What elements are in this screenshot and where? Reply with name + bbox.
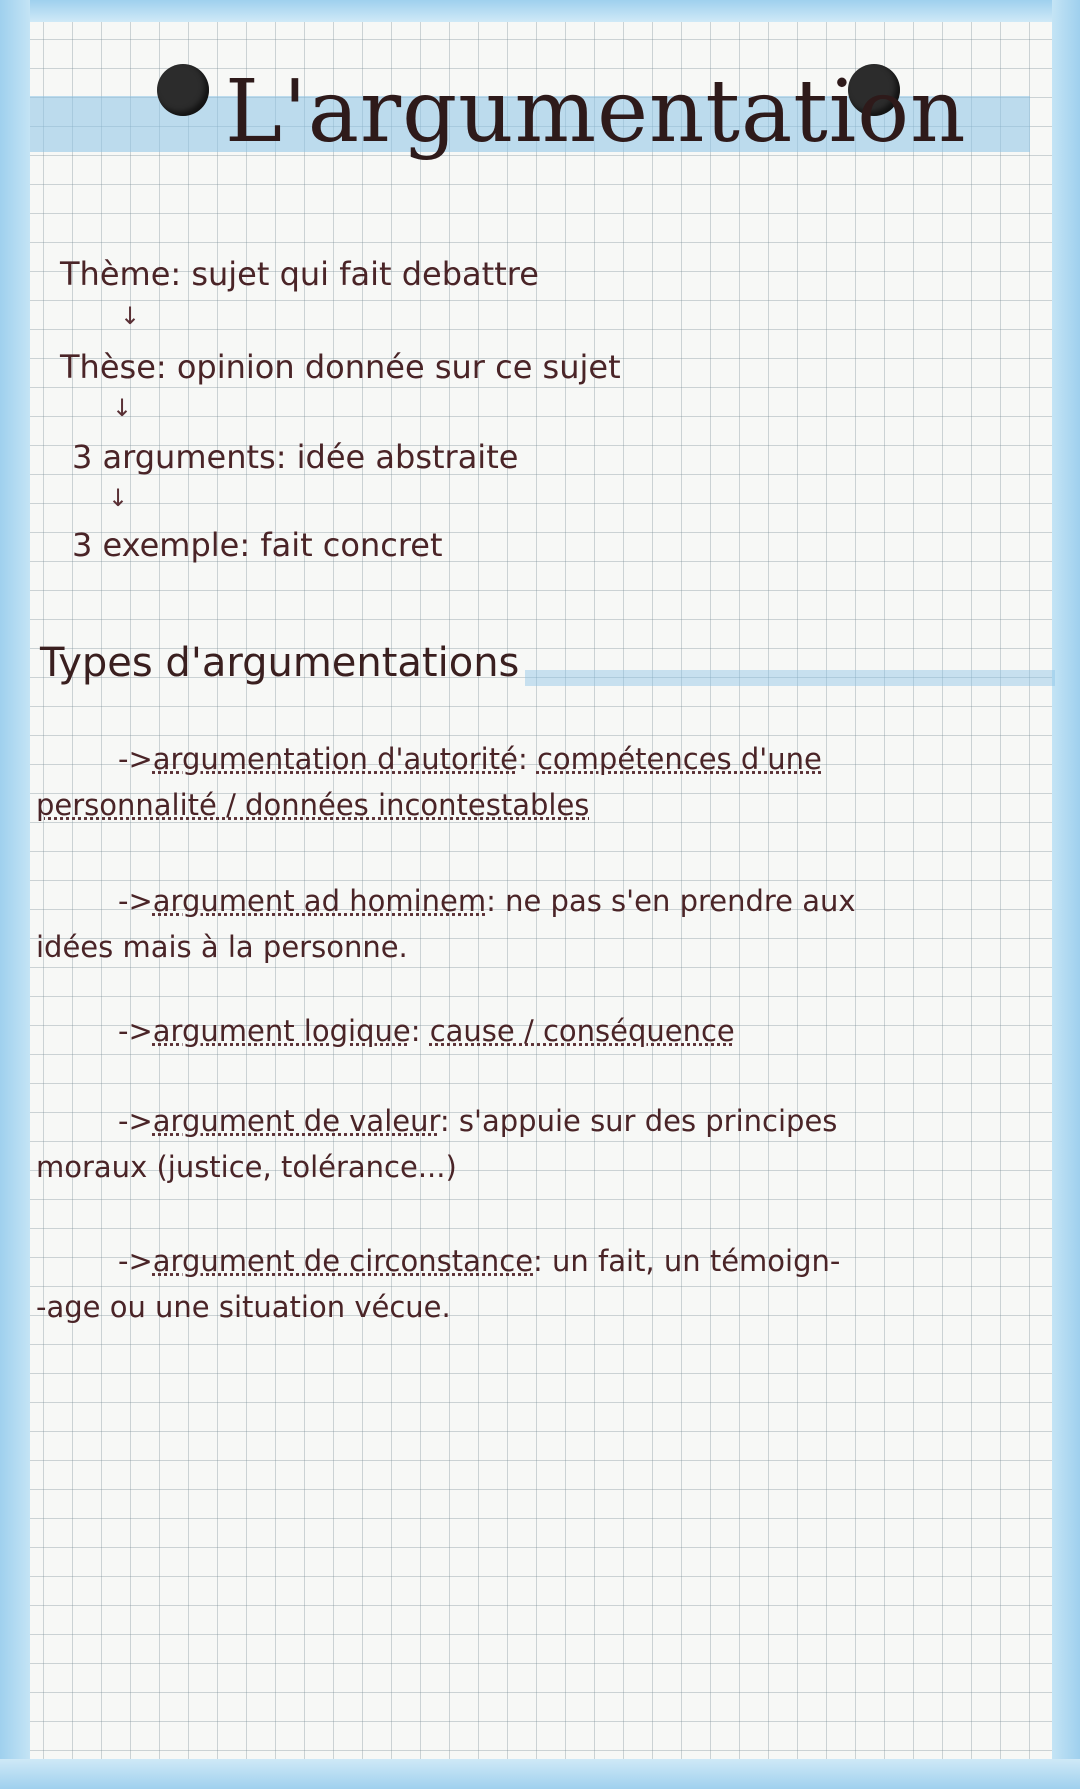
argument-type-description: s'appuie sur des principes: [458, 1104, 838, 1138]
argument-type-continuation: idées mais à la personne.: [36, 930, 408, 964]
structure-definition: fait concret: [260, 526, 443, 564]
argument-type-separator: :: [533, 1244, 543, 1278]
structure-separator: :: [155, 348, 167, 386]
argument-type-name: argument logique: [152, 1014, 411, 1048]
argument-type-name: argument ad hominem: [152, 884, 487, 918]
down-arrow-icon: ↓: [112, 394, 133, 422]
argument-type-description: un fait, un témoign-: [552, 1244, 841, 1278]
structure-definition: sujet qui fait debattre: [191, 255, 539, 293]
argument-type-separator: :: [439, 1104, 450, 1138]
punch-hole-left: [157, 64, 209, 116]
structure-item: [60, 255, 539, 293]
arrow-prefix: ->: [118, 742, 153, 776]
paper-edge-top: [0, 0, 1080, 22]
structure-item: [60, 348, 621, 386]
paper-edge-left: [0, 0, 30, 1789]
structure-term: Thème: [60, 255, 171, 293]
down-arrow-icon: ↓: [108, 484, 129, 512]
argument-type-separator: :: [517, 742, 528, 776]
down-arrow-icon: ↓: [120, 302, 141, 330]
argument-type-name: argumentation d'autorité: [152, 742, 518, 776]
argument-type-continuation: moraux (justice, tolérance...): [36, 1150, 457, 1184]
argument-type-name: argument de circonstance: [152, 1244, 534, 1278]
structure-term: 3 arguments: [72, 438, 276, 476]
argument-type-continuation: -age ou une situation vécue.: [36, 1290, 451, 1324]
argument-type-item: [36, 1238, 1036, 1330]
arrow-prefix: ->: [118, 1244, 153, 1278]
argument-type-separator: :: [486, 884, 496, 918]
argument-type-line: [36, 1008, 1036, 1054]
argument-type-line: [36, 878, 1036, 924]
argument-type-line: [36, 736, 1036, 782]
argument-type-continuation: personnalité / données incontestables: [36, 788, 590, 822]
arrow-prefix: ->: [118, 1014, 153, 1048]
argument-type-description: compétences d'une: [536, 742, 822, 776]
structure-definition: opinion donnée sur ce sujet: [176, 348, 621, 386]
structure-definition: idée abstraite: [296, 438, 519, 476]
arrow-prefix: ->: [118, 884, 153, 918]
structure-separator: :: [275, 438, 287, 476]
argument-type-line: [36, 1098, 1036, 1144]
argument-type-separator: :: [410, 1014, 421, 1048]
argument-type-item: [36, 1008, 1036, 1054]
page-title: L'argumentation: [225, 62, 967, 162]
argument-type-item: [36, 736, 1036, 828]
heading-highlight: [525, 670, 1055, 686]
paper-edge-bottom: [0, 1759, 1080, 1789]
structure-item: [72, 438, 518, 476]
argument-type-description: ne pas s'en prendre aux: [505, 884, 856, 918]
argument-type-description: cause / conséquence: [429, 1014, 735, 1048]
structure-separator: :: [239, 526, 251, 564]
structure-separator: :: [170, 255, 182, 293]
argument-type-name: argument de valeur: [152, 1104, 440, 1138]
argument-type-item: [36, 1098, 1036, 1190]
paper-edge-right: [1052, 0, 1080, 1789]
argument-type-line: [36, 1238, 1036, 1284]
types-heading: Types d'argumentations: [40, 640, 520, 686]
structure-term: 3 exemple: [72, 526, 240, 564]
arrow-prefix: ->: [118, 1104, 153, 1138]
structure-item: [72, 526, 443, 564]
structure-term: Thèse: [60, 348, 156, 386]
argument-type-item: [36, 878, 1036, 970]
